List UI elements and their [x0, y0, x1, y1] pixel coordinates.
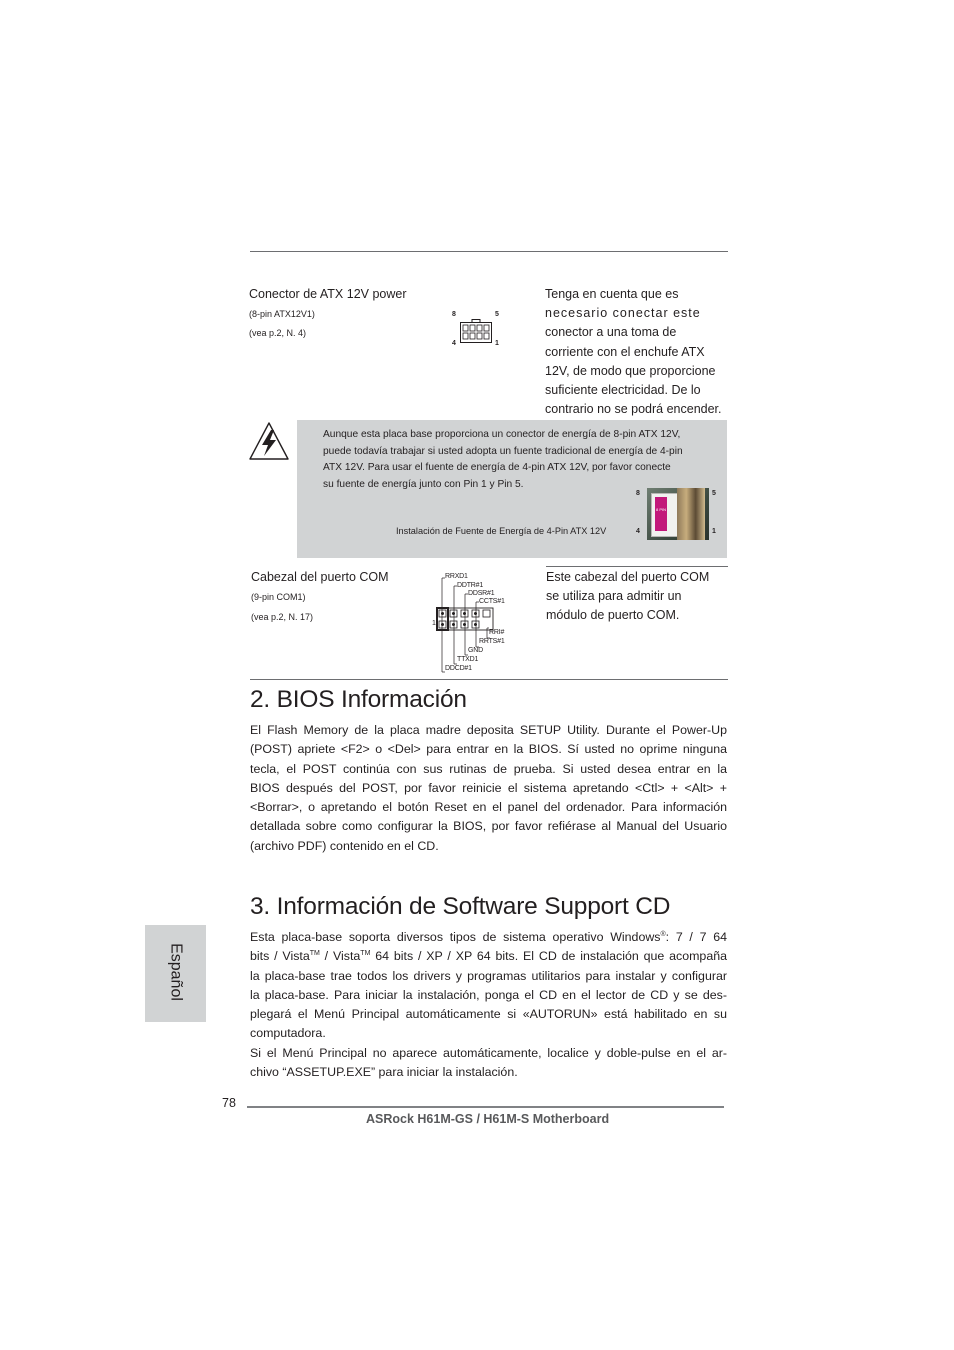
com-header-lines: [428, 572, 518, 676]
bios-line: El Flash Memory de la placa madre deposita SETUP Utility. Durante el Power-Up: [250, 723, 727, 737]
com-signal-label: CCTS#1: [479, 598, 505, 605]
atx-connector-shape: [460, 319, 492, 343]
software-paragraph: [250, 928, 727, 1082]
software-line-1: [250, 928, 727, 947]
bios-line: detallada sobre como configurar la BIOS, por favor refiérase al Manual del Usuario: [250, 819, 727, 834]
bios-line: (archivo PDF) contenido en el CD.: [250, 838, 439, 853]
com-title: Cabezal del puerto COM: [251, 570, 389, 584]
bios-line: (POST) apriete <F2> o <Del> para entrar en la BIOS. Sí usted no oprime ninguna: [250, 742, 727, 757]
com-signal-label: RRI#: [489, 629, 505, 636]
com-signal-label: RRXD1: [445, 573, 468, 580]
software-line-2b: / Vista: [319, 949, 361, 964]
com-sub1: (9-pin COM1): [251, 592, 306, 602]
atx-description: [545, 285, 735, 419]
top-rule: [250, 251, 728, 252]
com-signal-label: RRTS#1: [479, 638, 505, 645]
atx-desc-line: necesario conectar este: [545, 306, 701, 321]
bios-top-rule: [250, 679, 728, 680]
software-line: Si el Menú Principal no aparece automáticamente, localice y doble-pulse en el ar-: [250, 1045, 727, 1060]
plug-pin-label: 4: [636, 528, 640, 535]
com-pin1-label: 1: [432, 620, 436, 627]
language-tab-label: Español: [167, 943, 185, 1001]
com-sub2: (vea p.2, N. 17): [251, 612, 314, 622]
com-pin-header-diagram: [428, 572, 518, 676]
software-heading: 3. Información de Software Support CD: [250, 893, 671, 920]
com-signal-label: DDTR#1: [457, 582, 484, 589]
software-line: computadora.: [250, 1026, 326, 1041]
plug-pin-label: 5: [712, 490, 716, 497]
software-line-1a: Esta placa-base soporta diversos tipos de sistema operativo Windows: [250, 930, 661, 944]
warning-caption: Instalación de Fuente de Energía de 4-Pin ATX 12V: [396, 526, 607, 536]
bios-line: tecla, el POST continúa con sus rutinas de prueba. Si usted desea entrar en la: [250, 761, 727, 776]
warning-line: puede todavía trabajar si usted adopta un fuente tradicional de energía de 4-pin: [323, 445, 683, 457]
atx-desc-line: conector a una toma de: [545, 325, 677, 340]
plug-pin-label: 1: [712, 528, 716, 535]
atx-desc-line: Tenga en cuenta que es: [545, 287, 679, 301]
atx-title: Conector de ATX 12V power: [249, 287, 407, 301]
footer-product: ASRock H61M-GS / H61M-S Motherboard: [366, 1112, 610, 1126]
software-line: la placa-base trae todos los drivers y programas utilitarios para instalar y configurar: [250, 968, 727, 983]
language-side-tab: [145, 925, 206, 1022]
com-desc-line: módulo de puerto COM.: [546, 608, 680, 623]
software-line-2: [250, 947, 727, 966]
warning-line: su fuente de energía junto con Pin 1 y Pin 5.: [323, 478, 524, 490]
com-description: [546, 568, 736, 626]
com-signal-label: DDCD#1: [445, 665, 472, 672]
atx-sub1: (8-pin ATX12V1): [249, 309, 315, 319]
software-line: chivo “ASSETUP.EXE” para iniciar la instalación.: [250, 1065, 518, 1080]
atx-desc-line: 12V, de modo que proporcione: [545, 363, 716, 378]
warning-note-box: [297, 420, 727, 558]
trademark-mark: TM: [309, 950, 320, 958]
atx-desc-line: suficiente electricidad. De lo: [545, 383, 701, 398]
plug-pin-label: 8: [636, 490, 640, 497]
bios-line: BIOS después del POST, por favor reinicie el sistema apretando <Ctl> + <Alt> +: [250, 780, 727, 795]
plug-label: 8 PIN: [655, 507, 666, 512]
bios-line: <Borrar>, o apretando el botón Reset en el panel del ordenador. Para información: [250, 800, 727, 815]
atx-pin-label: 4: [452, 340, 456, 347]
registered-mark: ®: [660, 930, 666, 938]
software-line: plegará el Menú Principal automáticamente si «AUTORUN» está habilitado en su: [250, 1007, 727, 1022]
software-line-2c: 64 bits / XP / XP 64 bits. El CD de instalación que acompaña: [370, 949, 727, 964]
atx-pin-label: 8: [452, 311, 456, 318]
atx-sub2: (vea p.2, N. 4): [249, 328, 307, 338]
cable-bundle: [677, 488, 705, 540]
software-line-1b: : 7 / 7 64: [665, 930, 727, 944]
software-line-2a: bits / Vista: [250, 949, 310, 964]
bios-heading: 2. BIOS Información: [250, 686, 467, 713]
com-top-rule: [546, 566, 728, 567]
page-number: 78: [222, 1096, 236, 1110]
atx-desc-line: corriente con el enchufe ATX: [545, 344, 705, 359]
software-line: la placa-base. Para iniciar la instalación, ponga el CD en el lector de CD y se des-: [250, 987, 727, 1002]
4pin-installation-photo: [647, 488, 709, 540]
com-signal-label: DDSR#1: [468, 590, 495, 597]
atx-pin-label: 5: [495, 311, 499, 318]
com-signal-label: TTXD1: [457, 656, 479, 663]
atx-pin-label: 1: [495, 340, 499, 347]
warning-line: Aunque esta placa base proporciona un conector de energía de 8-pin ATX 12V,: [323, 429, 681, 440]
com-desc-line: se utiliza para admitir un: [546, 589, 682, 604]
trademark-mark: TM: [360, 950, 371, 958]
warning-line: ATX 12V. Para usar el fuente de energía de 4-pin ATX 12V, por favor conecte: [323, 462, 671, 474]
bios-paragraph: [250, 721, 727, 856]
com-signal-label: GND: [468, 647, 483, 654]
com-desc-line: Este cabezal del puerto COM: [546, 570, 710, 584]
warning-text: [323, 427, 727, 493]
footer-rule: [247, 1106, 724, 1108]
atx-8pin-connector-diagram: [450, 311, 502, 349]
warning-icon: [248, 421, 290, 461]
atx-desc-line: contrario no se podrá encender.: [545, 402, 722, 417]
